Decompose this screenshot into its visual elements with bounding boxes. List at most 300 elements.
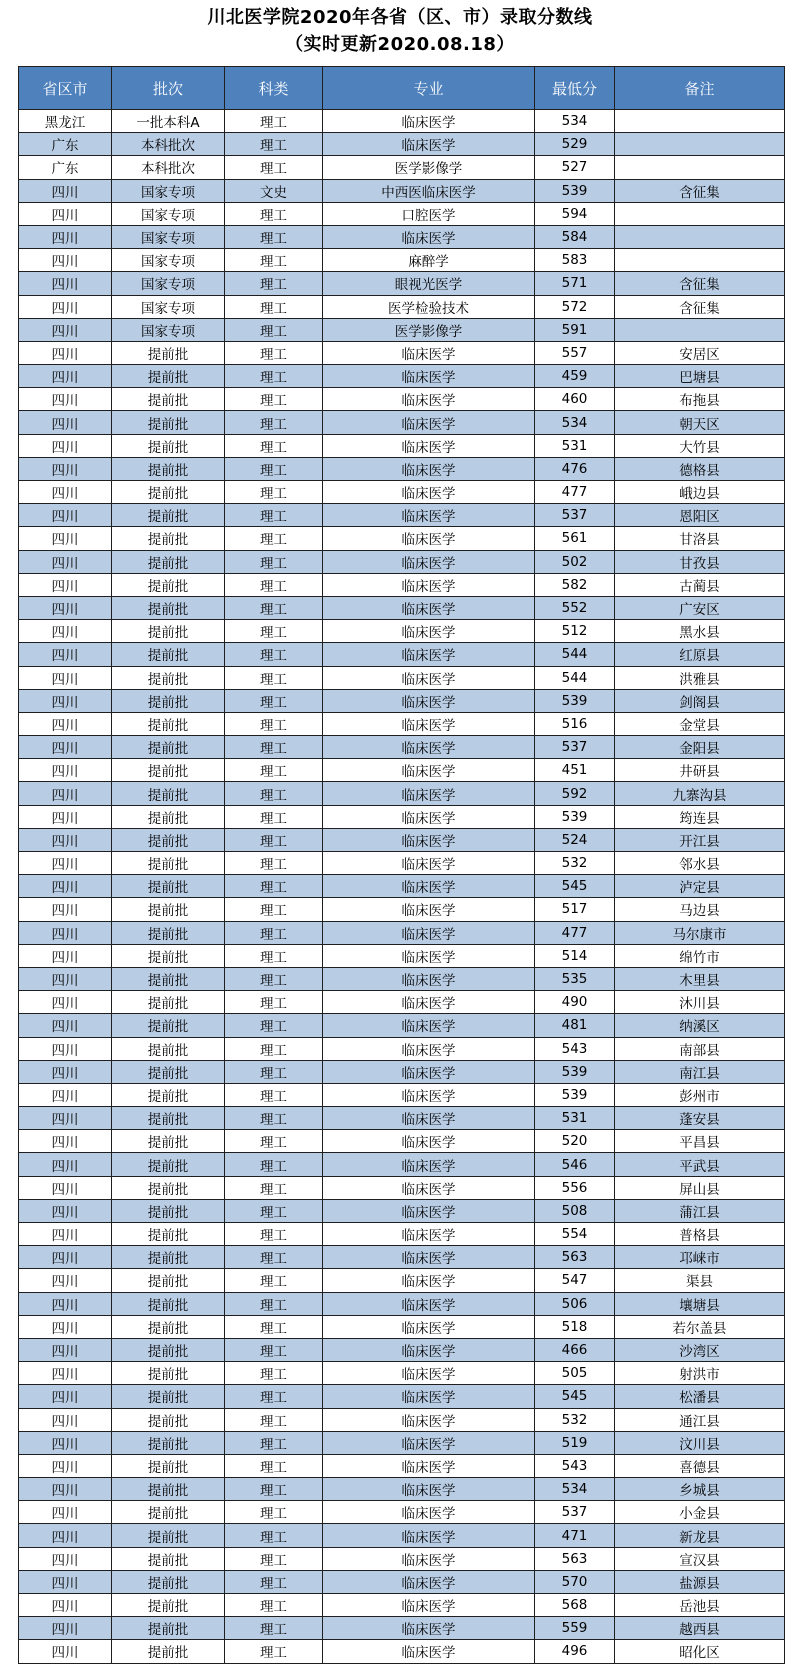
cell-province: 四川: [19, 852, 112, 875]
table-row: [19, 527, 785, 550]
page-title: [0, 4, 800, 58]
cell-remark: 井研县: [615, 759, 785, 782]
cell-major: 临床医学: [323, 596, 535, 619]
table-row: [19, 1130, 785, 1153]
cell-remark: 广安区: [615, 596, 785, 619]
cell-major: 临床医学: [323, 875, 535, 898]
score-table: [18, 66, 785, 1664]
table-row: [19, 481, 785, 504]
cell-batch: 提前批: [112, 1083, 225, 1106]
cell-province: 四川: [19, 1547, 112, 1570]
cell-major: 临床医学: [323, 110, 535, 133]
cell-category: 理工: [225, 805, 323, 828]
table-row: [19, 249, 785, 272]
cell-min-score: 532: [535, 1408, 615, 1431]
cell-province: 四川: [19, 1431, 112, 1454]
cell-min-score: 532: [535, 852, 615, 875]
cell-remark: 纳溪区: [615, 1014, 785, 1037]
cell-batch: 提前批: [112, 388, 225, 411]
cell-province: 四川: [19, 1083, 112, 1106]
cell-province: 四川: [19, 1501, 112, 1524]
cell-remark: 盐源县: [615, 1570, 785, 1593]
cell-min-score: 557: [535, 341, 615, 364]
cell-province: 四川: [19, 898, 112, 921]
cell-major: 临床医学: [323, 944, 535, 967]
table-row: [19, 1223, 785, 1246]
cell-major: 临床医学: [323, 1014, 535, 1037]
cell-category: 理工: [225, 1199, 323, 1222]
table-row: [19, 759, 785, 782]
cell-min-score: 512: [535, 620, 615, 643]
cell-batch: 提前批: [112, 481, 225, 504]
cell-batch: 国家专项: [112, 318, 225, 341]
cell-major: 临床医学: [323, 365, 535, 388]
cell-major: 临床医学: [323, 1362, 535, 1385]
cell-batch: 提前批: [112, 1408, 225, 1431]
table-row: [19, 1107, 785, 1130]
score-table-container: [18, 66, 784, 1664]
cell-major: 医学检验技术: [323, 295, 535, 318]
cell-remark: 黑水县: [615, 620, 785, 643]
cell-min-score: 584: [535, 225, 615, 248]
cell-batch: 提前批: [112, 1130, 225, 1153]
cell-category: 理工: [225, 434, 323, 457]
cell-batch: 提前批: [112, 898, 225, 921]
cell-batch: 提前批: [112, 1570, 225, 1593]
cell-category: 理工: [225, 1408, 323, 1431]
table-row: [19, 1640, 785, 1663]
cell-major: 临床医学: [323, 504, 535, 527]
cell-remark: 九寨沟县: [615, 782, 785, 805]
cell-category: 理工: [225, 1246, 323, 1269]
cell-province: 四川: [19, 295, 112, 318]
cell-category: 理工: [225, 504, 323, 527]
cell-min-score: 502: [535, 550, 615, 573]
cell-major: 临床医学: [323, 527, 535, 550]
cell-major: 临床医学: [323, 341, 535, 364]
cell-major: 临床医学: [323, 1199, 535, 1222]
cell-min-score: 556: [535, 1176, 615, 1199]
cell-min-score: 543: [535, 1037, 615, 1060]
cell-min-score: 505: [535, 1362, 615, 1385]
cell-province: 四川: [19, 1223, 112, 1246]
cell-major: 临床医学: [323, 805, 535, 828]
cell-remark: 岳池县: [615, 1594, 785, 1617]
cell-remark: 射洪市: [615, 1362, 785, 1385]
cell-category: 理工: [225, 921, 323, 944]
cell-min-score: 518: [535, 1315, 615, 1338]
cell-major: 临床医学: [323, 1385, 535, 1408]
cell-batch: 提前批: [112, 527, 225, 550]
table-row: [19, 828, 785, 851]
cell-min-score: 568: [535, 1594, 615, 1617]
cell-province: 四川: [19, 620, 112, 643]
cell-major: 临床医学: [323, 573, 535, 596]
cell-province: 四川: [19, 1060, 112, 1083]
cell-batch: 提前批: [112, 944, 225, 967]
cell-category: 理工: [225, 1501, 323, 1524]
cell-province: 四川: [19, 1338, 112, 1361]
cell-batch: 提前批: [112, 1547, 225, 1570]
cell-batch: 提前批: [112, 1454, 225, 1477]
cell-category: 理工: [225, 573, 323, 596]
cell-batch: 提前批: [112, 736, 225, 759]
cell-major: 眼视光医学: [323, 272, 535, 295]
cell-batch: 提前批: [112, 967, 225, 990]
cell-remark: 南部县: [615, 1037, 785, 1060]
cell-province: 四川: [19, 643, 112, 666]
cell-remark: 沐川县: [615, 991, 785, 1014]
table-row: [19, 1385, 785, 1408]
cell-remark: 恩阳区: [615, 504, 785, 527]
cell-category: 理工: [225, 550, 323, 573]
cell-major: 临床医学: [323, 967, 535, 990]
cell-province: 四川: [19, 341, 112, 364]
table-row: [19, 1338, 785, 1361]
table-row: [19, 643, 785, 666]
cell-category: 理工: [225, 365, 323, 388]
cell-province: 四川: [19, 944, 112, 967]
cell-batch: 国家专项: [112, 225, 225, 248]
cell-province: 四川: [19, 666, 112, 689]
table-row: [19, 365, 785, 388]
cell-major: 临床医学: [323, 1223, 535, 1246]
cell-category: 理工: [225, 1014, 323, 1037]
cell-remark: 甘洛县: [615, 527, 785, 550]
cell-major: 临床医学: [323, 1478, 535, 1501]
cell-major: 临床医学: [323, 666, 535, 689]
table-row: [19, 967, 785, 990]
cell-remark: 乡城县: [615, 1478, 785, 1501]
cell-province: 四川: [19, 1107, 112, 1130]
cell-province: 四川: [19, 1408, 112, 1431]
cell-remark: 泸定县: [615, 875, 785, 898]
cell-batch: 提前批: [112, 1014, 225, 1037]
header-min-score: 最低分: [535, 67, 615, 110]
table-row: [19, 318, 785, 341]
cell-batch: 提前批: [112, 596, 225, 619]
cell-category: 理工: [225, 1292, 323, 1315]
cell-batch: 提前批: [112, 1060, 225, 1083]
cell-major: 临床医学: [323, 1176, 535, 1199]
cell-category: 理工: [225, 967, 323, 990]
table-row: [19, 712, 785, 735]
cell-major: 临床医学: [323, 736, 535, 759]
cell-category: 文史: [225, 179, 323, 202]
cell-category: 理工: [225, 620, 323, 643]
cell-category: 理工: [225, 736, 323, 759]
table-row: [19, 805, 785, 828]
cell-batch: 提前批: [112, 712, 225, 735]
cell-province: 四川: [19, 1454, 112, 1477]
cell-province: 四川: [19, 967, 112, 990]
cell-major: 临床医学: [323, 921, 535, 944]
table-row: [19, 1617, 785, 1640]
table-row: [19, 852, 785, 875]
cell-category: 理工: [225, 1617, 323, 1640]
table-row: [19, 156, 785, 179]
cell-batch: 提前批: [112, 1199, 225, 1222]
table-row: [19, 1594, 785, 1617]
cell-province: 四川: [19, 828, 112, 851]
cell-min-score: 583: [535, 249, 615, 272]
cell-province: 四川: [19, 736, 112, 759]
cell-batch: 提前批: [112, 1223, 225, 1246]
cell-min-score: 545: [535, 1385, 615, 1408]
table-row: [19, 1570, 785, 1593]
cell-category: 理工: [225, 457, 323, 480]
cell-major: 临床医学: [323, 1269, 535, 1292]
table-row: [19, 110, 785, 133]
cell-batch: 提前批: [112, 411, 225, 434]
cell-category: 理工: [225, 341, 323, 364]
table-row: [19, 388, 785, 411]
cell-major: 临床医学: [323, 852, 535, 875]
cell-major: 临床医学: [323, 1130, 535, 1153]
cell-major: 口腔医学: [323, 202, 535, 225]
table-row: [19, 1524, 785, 1547]
cell-min-score: 571: [535, 272, 615, 295]
cell-category: 理工: [225, 991, 323, 1014]
cell-batch: 提前批: [112, 1107, 225, 1130]
cell-min-score: 563: [535, 1246, 615, 1269]
cell-province: 四川: [19, 1153, 112, 1176]
cell-category: 理工: [225, 898, 323, 921]
table-row: [19, 573, 785, 596]
cell-province: 四川: [19, 1315, 112, 1338]
cell-batch: 国家专项: [112, 272, 225, 295]
cell-batch: 提前批: [112, 875, 225, 898]
cell-min-score: 543: [535, 1454, 615, 1477]
header-category: 科类: [225, 67, 323, 110]
cell-min-score: 460: [535, 388, 615, 411]
cell-min-score: 517: [535, 898, 615, 921]
cell-remark: 沙湾区: [615, 1338, 785, 1361]
cell-major: 临床医学: [323, 828, 535, 851]
cell-province: 四川: [19, 1037, 112, 1060]
cell-min-score: 546: [535, 1153, 615, 1176]
cell-category: 理工: [225, 1037, 323, 1060]
cell-province: 四川: [19, 573, 112, 596]
cell-min-score: 531: [535, 434, 615, 457]
cell-remark: 甘孜县: [615, 550, 785, 573]
cell-province: 四川: [19, 875, 112, 898]
cell-province: 四川: [19, 272, 112, 295]
cell-batch: 国家专项: [112, 179, 225, 202]
cell-batch: 提前批: [112, 1594, 225, 1617]
table-row: [19, 921, 785, 944]
cell-category: 理工: [225, 666, 323, 689]
cell-province: 四川: [19, 411, 112, 434]
cell-category: 理工: [225, 225, 323, 248]
cell-major: 临床医学: [323, 898, 535, 921]
cell-min-score: 508: [535, 1199, 615, 1222]
cell-major: 临床医学: [323, 1501, 535, 1524]
cell-remark: 宣汉县: [615, 1547, 785, 1570]
table-row: [19, 411, 785, 434]
cell-batch: 提前批: [112, 1524, 225, 1547]
cell-major: 临床医学: [323, 1292, 535, 1315]
table-row: [19, 1431, 785, 1454]
cell-province: 四川: [19, 1594, 112, 1617]
cell-batch: 提前批: [112, 828, 225, 851]
cell-category: 理工: [225, 828, 323, 851]
cell-remark: 新龙县: [615, 1524, 785, 1547]
cell-batch: 提前批: [112, 1478, 225, 1501]
cell-province: 四川: [19, 1269, 112, 1292]
cell-category: 理工: [225, 249, 323, 272]
cell-batch: 提前批: [112, 1176, 225, 1199]
cell-major: 临床医学: [323, 1246, 535, 1269]
cell-min-score: 534: [535, 411, 615, 434]
cell-remark: 峨边县: [615, 481, 785, 504]
cell-min-score: 539: [535, 805, 615, 828]
table-row: [19, 1292, 785, 1315]
cell-remark: 朝天区: [615, 411, 785, 434]
cell-category: 理工: [225, 1594, 323, 1617]
cell-major: 临床医学: [323, 388, 535, 411]
cell-remark: 含征集: [615, 272, 785, 295]
header-batch: 批次: [112, 67, 225, 110]
cell-min-score: 466: [535, 1338, 615, 1361]
cell-min-score: 471: [535, 1524, 615, 1547]
cell-min-score: 506: [535, 1292, 615, 1315]
cell-remark: 筠连县: [615, 805, 785, 828]
cell-remark: 剑阁县: [615, 689, 785, 712]
cell-min-score: 534: [535, 110, 615, 133]
header-remark: 备注: [615, 67, 785, 110]
cell-major: 临床医学: [323, 1060, 535, 1083]
cell-remark: 含征集: [615, 295, 785, 318]
cell-province: 四川: [19, 365, 112, 388]
table-row: [19, 272, 785, 295]
cell-major: 临床医学: [323, 1338, 535, 1361]
table-body: [19, 110, 785, 1664]
cell-major: 临床医学: [323, 481, 535, 504]
table-row: [19, 225, 785, 248]
cell-category: 理工: [225, 1640, 323, 1663]
cell-province: 四川: [19, 712, 112, 735]
cell-major: 临床医学: [323, 1431, 535, 1454]
cell-min-score: 539: [535, 1060, 615, 1083]
cell-province: 四川: [19, 759, 112, 782]
cell-batch: 提前批: [112, 434, 225, 457]
cell-category: 理工: [225, 1223, 323, 1246]
cell-province: 四川: [19, 1014, 112, 1037]
cell-category: 理工: [225, 388, 323, 411]
cell-min-score: 572: [535, 295, 615, 318]
cell-province: 四川: [19, 921, 112, 944]
cell-batch: 提前批: [112, 573, 225, 596]
cell-remark: [615, 110, 785, 133]
cell-major: 临床医学: [323, 1107, 535, 1130]
cell-min-score: 529: [535, 133, 615, 156]
cell-remark: 开江县: [615, 828, 785, 851]
cell-remark: 金阳县: [615, 736, 785, 759]
cell-batch: 提前批: [112, 805, 225, 828]
table-row: [19, 1014, 785, 1037]
cell-min-score: 490: [535, 991, 615, 1014]
cell-remark: 蒲江县: [615, 1199, 785, 1222]
table-row: [19, 782, 785, 805]
cell-min-score: 524: [535, 828, 615, 851]
cell-major: 麻醉学: [323, 249, 535, 272]
cell-remark: 洪雅县: [615, 666, 785, 689]
cell-major: 临床医学: [323, 434, 535, 457]
table-row: [19, 736, 785, 759]
cell-min-score: 537: [535, 1501, 615, 1524]
cell-category: 理工: [225, 1570, 323, 1593]
cell-category: 理工: [225, 1269, 323, 1292]
table-row: [19, 202, 785, 225]
cell-category: 理工: [225, 1083, 323, 1106]
cell-min-score: 594: [535, 202, 615, 225]
cell-province: 四川: [19, 318, 112, 341]
cell-province: 四川: [19, 179, 112, 202]
table-row: [19, 1083, 785, 1106]
cell-major: 临床医学: [323, 1594, 535, 1617]
cell-major: 临床医学: [323, 759, 535, 782]
cell-category: 理工: [225, 1524, 323, 1547]
cell-major: 医学影像学: [323, 318, 535, 341]
cell-major: 临床医学: [323, 457, 535, 480]
cell-min-score: 591: [535, 318, 615, 341]
cell-category: 理工: [225, 1107, 323, 1130]
cell-min-score: 570: [535, 1570, 615, 1593]
cell-remark: 邛崃市: [615, 1246, 785, 1269]
cell-province: 四川: [19, 457, 112, 480]
cell-category: 理工: [225, 875, 323, 898]
cell-major: 临床医学: [323, 1408, 535, 1431]
cell-batch: 国家专项: [112, 295, 225, 318]
cell-remark: 渠县: [615, 1269, 785, 1292]
cell-batch: 提前批: [112, 921, 225, 944]
cell-min-score: 514: [535, 944, 615, 967]
cell-min-score: 476: [535, 457, 615, 480]
cell-remark: 越西县: [615, 1617, 785, 1640]
cell-category: 理工: [225, 1547, 323, 1570]
cell-province: 四川: [19, 1640, 112, 1663]
table-row: [19, 1362, 785, 1385]
cell-province: 四川: [19, 1385, 112, 1408]
cell-province: 四川: [19, 1292, 112, 1315]
table-row: [19, 596, 785, 619]
table-row: [19, 179, 785, 202]
cell-major: 医学影像学: [323, 156, 535, 179]
table-row: [19, 1246, 785, 1269]
cell-remark: 汶川县: [615, 1431, 785, 1454]
cell-batch: 提前批: [112, 1037, 225, 1060]
table-row: [19, 1315, 785, 1338]
cell-min-score: 537: [535, 736, 615, 759]
cell-batch: 提前批: [112, 643, 225, 666]
cell-category: 理工: [225, 1338, 323, 1361]
cell-batch: 提前批: [112, 1338, 225, 1361]
cell-category: 理工: [225, 944, 323, 967]
table-header-row: [19, 67, 785, 110]
cell-batch: 一批本科A: [112, 110, 225, 133]
cell-province: 四川: [19, 991, 112, 1014]
cell-province: 四川: [19, 689, 112, 712]
cell-remark: 小金县: [615, 1501, 785, 1524]
cell-category: 理工: [225, 1315, 323, 1338]
cell-min-score: 545: [535, 875, 615, 898]
cell-province: 四川: [19, 1130, 112, 1153]
table-row: [19, 898, 785, 921]
cell-min-score: 534: [535, 1478, 615, 1501]
table-row: [19, 504, 785, 527]
cell-category: 理工: [225, 759, 323, 782]
